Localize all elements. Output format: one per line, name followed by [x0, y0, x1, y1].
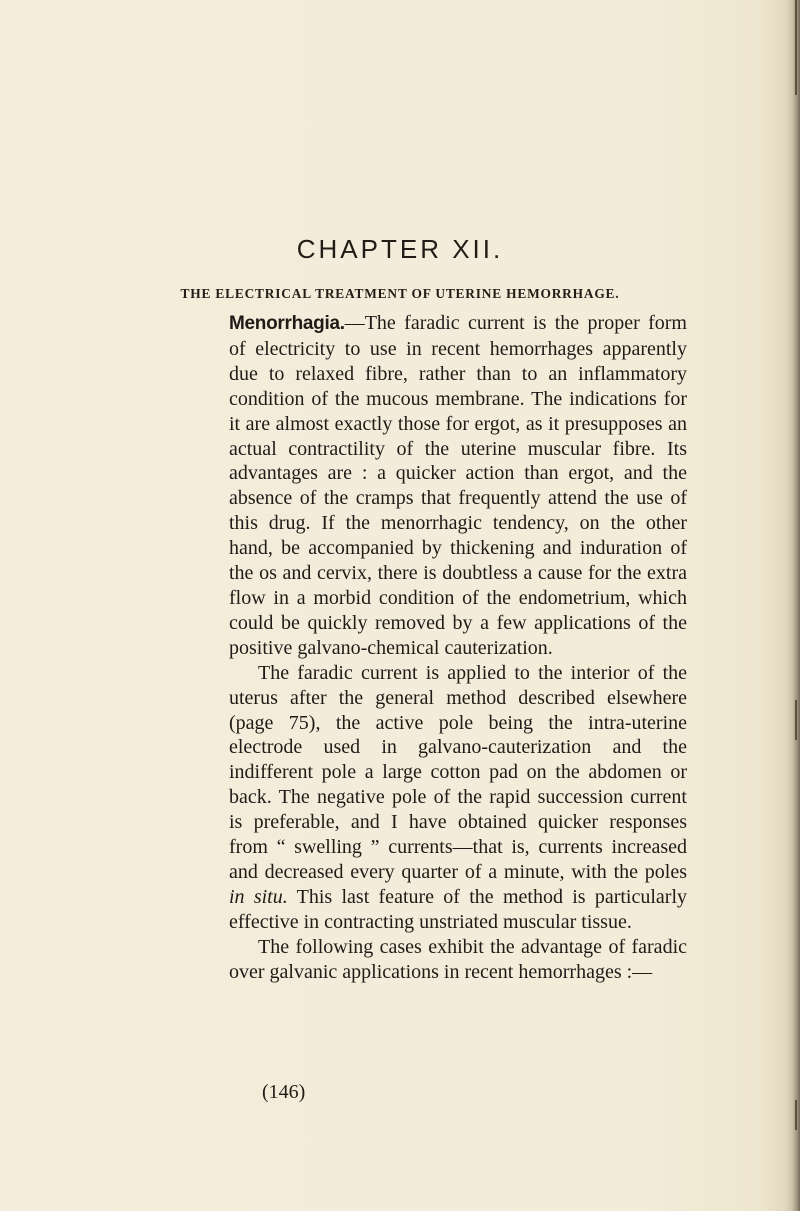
- body-text: [229, 311, 687, 984]
- page-edge-mark: [795, 1100, 797, 1130]
- page-number: (146): [262, 1081, 306, 1103]
- paragraph-text: —The faradic current is the proper form of electricity to use in recent hemorrhages apparently due to relaxed fibre, rather than to an inflammatory condition of the mucous membrane. The indications for it are almost exactly those for ergot, as it presupposes an actual contractility of the uterine muscular fibre. Its advantages are : a quicker action than ergot, and the absence of the cramps that frequently attend the use of this drug. If the menorrhagic tendency, on the other hand, be accompanied by thickening and induration of the os and cervix, there is doubtless a cause for the extra flow in a morbid condition of the endometrium, which could be quickly removed by a few applications of the positive galvano-chemical cauterization.: [229, 312, 687, 659]
- paragraph-menorrhagia: [229, 311, 687, 661]
- paragraph-method: [229, 661, 687, 935]
- paragraph-cases-intro: [229, 935, 687, 985]
- page-edge-mark: [795, 700, 797, 740]
- chapter-title: CHAPTER XII.: [296, 234, 504, 264]
- page-edge-mark: [795, 0, 797, 95]
- section-heading: THE ELECTRICAL TREATMENT OF UTERINE HEMORRHAGE.: [180, 286, 620, 301]
- run-in-heading: Menorrhagia.: [229, 313, 345, 334]
- italic-phrase: in situ.: [229, 885, 288, 908]
- paragraph-text: The following cases exhibit the advantage of faradic over galvanic applications in recent hemorrhages :—: [229, 935, 687, 983]
- paragraph-text: The faradic current is applied to the interior of the uterus after the general method described elsewhere (page 75), the active pole being the intra-uterine electrode used in galvano-cauterization and the indifferent pole a large cotton pad on the abdomen or back. The negative pole of the rapid succession current is preferable, and I have obtained quicker responses from “ swelling ” currents—that is, currents increased and decreased every quarter of a minute, with the poles: [229, 661, 687, 883]
- page-edge-shadow: [786, 0, 800, 1211]
- paragraph-text: This last feature of the method is particularly effective in contracting unstriated muscular tissue.: [229, 885, 688, 933]
